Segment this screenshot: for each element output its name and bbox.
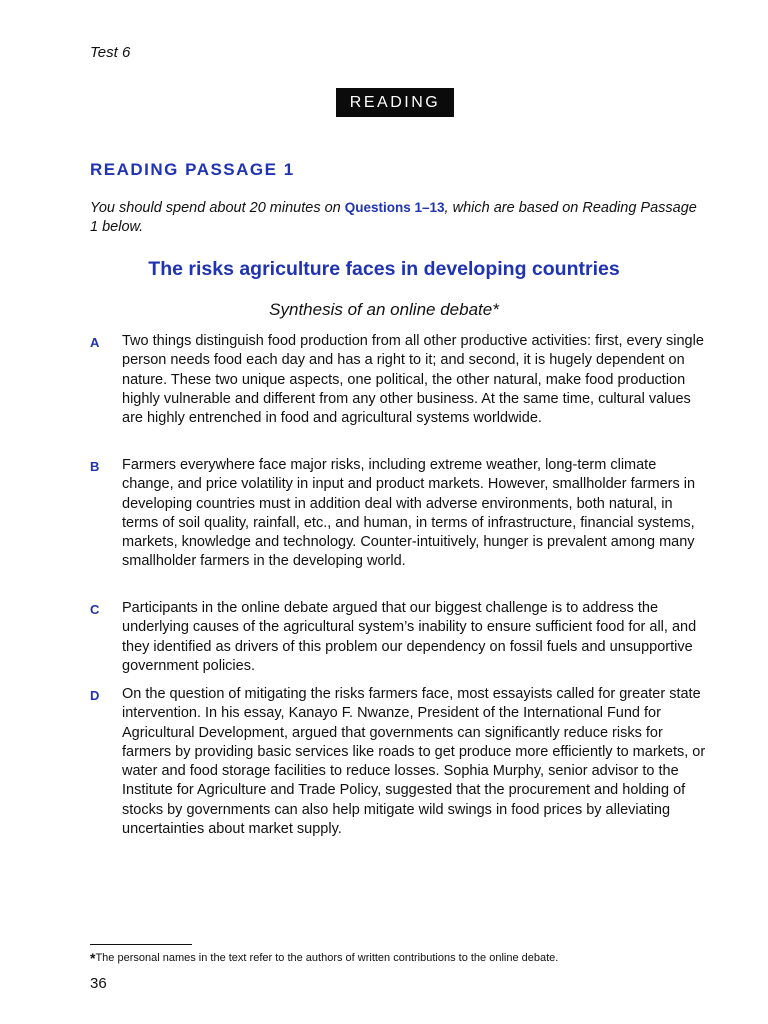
instructions: [90, 198, 700, 237]
paragraph-b: [90, 456, 710, 572]
paragraph-c: [90, 599, 710, 676]
page-number: 36: [90, 975, 107, 992]
paragraph-text: Participants in the online debate argued that our biggest challenge is to address the underlying causes of the agricultural system’s inability to ensure sufficient food for all, and they identified as drivers of this problem our dependency on fossil fuels and unsupportive government policies.: [122, 600, 697, 674]
paragraph-text: On the question of mitigating the risks farmers face, most essayists called for greater state intervention. In his essay, Kanayo F. Nwanze, President of the International Fund for Agricultural Development, argued that governments can significantly reduce risks for farmers by providing basic services like roads to get produce more efficiently to markets, or water and food storage facilities to reduce losses. Sophia Murphy, senior advisor to the Institute for Agriculture and Trade Policy, suggested that the procurement and holding of stocks by governments can also help mitigate wild swings in food prices by alleviating uncertainties about market supply.: [122, 686, 706, 838]
questions-reference: Questions 1–13: [344, 200, 445, 215]
paragraph-letter: D: [90, 688, 100, 703]
passage-heading: READING PASSAGE 1: [90, 160, 295, 179]
paragraph-letter: A: [90, 335, 100, 350]
section-badge: READING: [336, 88, 454, 117]
paragraph-text: Farmers everywhere face major risks, including extreme weather, long-term climate change, and price volatility in input and product markets. However, smallholder farmers in developing countries must in addition deal with adverse environments, both natural, in terms of soil quality, rainfall, etc., and human, in terms of infrastructure, financial systems, markets, knowledge and technology. Counter-intuitively, hunger is prevalent among many smallholder farmers in the developing world.: [122, 457, 696, 570]
article-subtitle: Synthesis of an online debate*: [269, 300, 499, 319]
footnote-marker: *: [90, 950, 96, 966]
paragraph-a: [90, 332, 710, 428]
paragraph-letter: C: [90, 602, 100, 617]
instructions-before: You should spend about 20 minutes on: [90, 200, 345, 216]
footnote: [90, 950, 558, 966]
paragraph-letter: B: [90, 459, 100, 474]
paragraph-d: [90, 685, 710, 839]
instructions-after: , which are based on Reading Passage 1 below.: [90, 200, 697, 235]
footnote-text: The personal names in the text refer to the authors of written contributions to the online debate.: [95, 952, 559, 964]
article-title: The risks agriculture faces in developing countries: [148, 258, 620, 280]
footnote-divider: [90, 944, 192, 945]
test-label: Test 6: [90, 44, 131, 61]
paragraph-text: Two things distinguish food production from all other productive activities: first, every single person needs food each day and has a right to it; and second, it is hugely dependent on nature. These two unique aspects, one political, the other natural, make food production highly vulnerable and different from any other business. At the same time, cultural values are highly entrenched in food and agricultural systems worldwide.: [122, 333, 704, 427]
